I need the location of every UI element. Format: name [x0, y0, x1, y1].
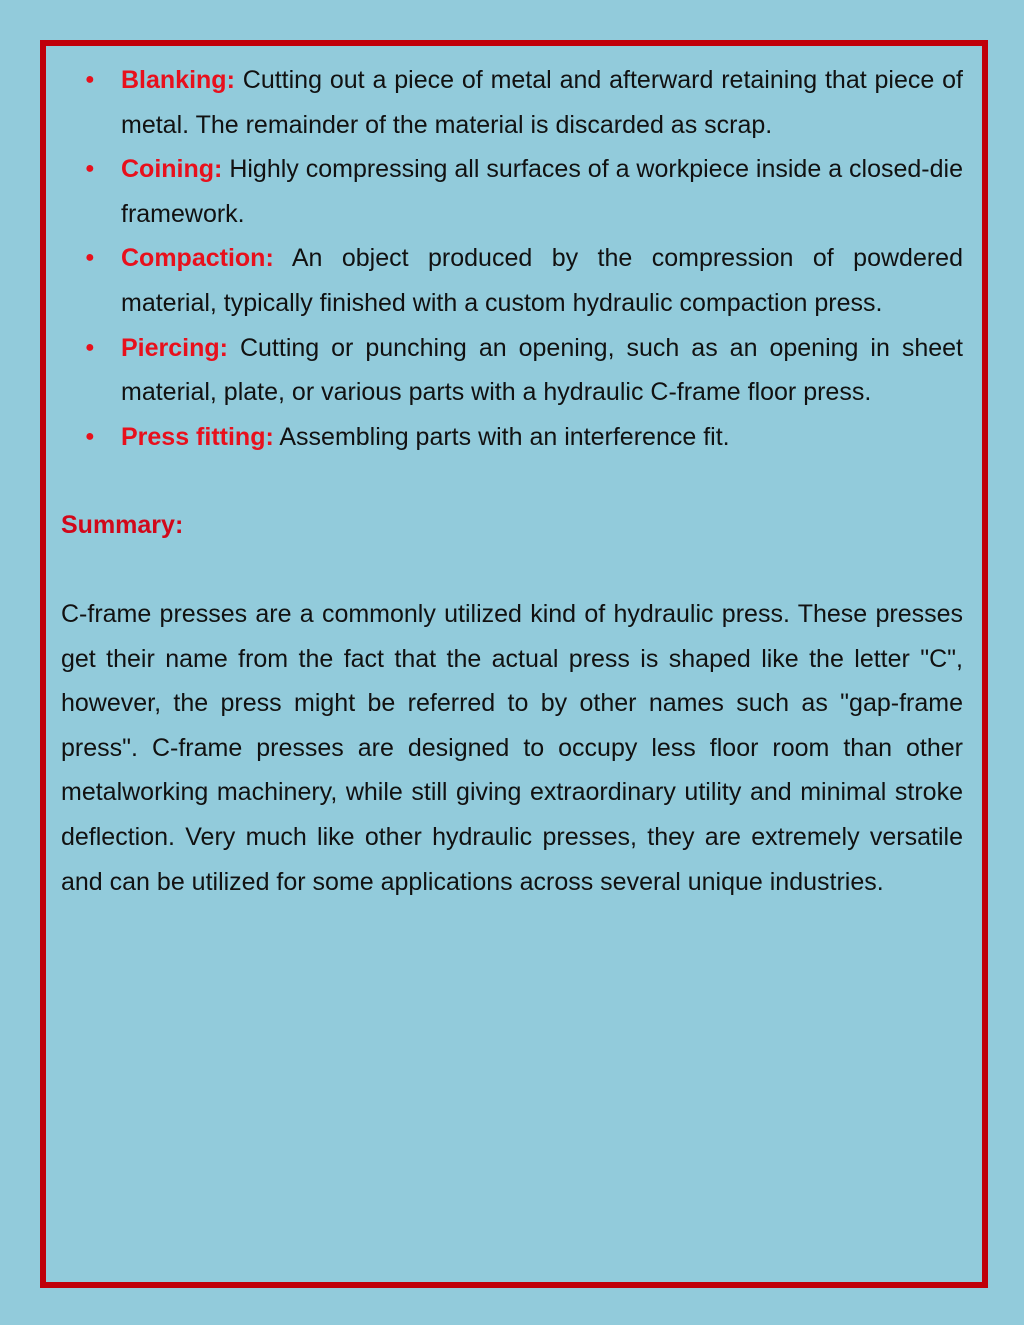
term-description: An object produced by the compression of powdered material, typically finished with a custom hydraulic compaction press.	[121, 244, 963, 317]
term-description: Cutting or punching an opening, such as an opening in sheet material, plate, or various parts with a hydraulic C-frame floor press.	[121, 333, 963, 407]
term-label: Press fitting:	[121, 422, 274, 451]
term-label: Coining:	[121, 155, 223, 184]
term-description: Highly compressing all surfaces of a workpiece inside a closed-die framework.	[121, 155, 963, 228]
list-item-blanking	[61, 58, 963, 147]
term-description: Cutting out a piece of metal and afterward retaining that piece of metal. The remainder of the material is discarded as scrap.	[121, 66, 964, 139]
list-item-press-fitting	[61, 415, 963, 460]
document-content	[61, 58, 963, 904]
summary-paragraph: C-frame presses are a commonly utilized kind of hydraulic press. These presses get their name from the fact that the actual press is shaped like the letter "C", however, the press might be referred to by other names such as "gap-frame press". C-frame presses are designed to occupy less floor room than other metalworking machinery, while still giving extraordinary utility and minimal stroke deflection. Very much like other hydraulic presses, they are extremely versatile and can be utilized for some applications across several unique industries.	[61, 599, 963, 896]
bullet-icon: ●	[85, 71, 95, 88]
term-label: Blanking:	[121, 66, 235, 94]
bullet-icon: ●	[85, 160, 95, 178]
bullet-icon: ●	[85, 427, 95, 445]
term-description: Assembling parts with an interference fit.	[279, 422, 730, 451]
term-label: Piercing:	[121, 333, 228, 362]
definition-list	[61, 58, 963, 459]
summary-heading: Summary:	[61, 511, 184, 540]
list-item-piercing	[61, 326, 963, 415]
list-item-coining	[61, 147, 963, 236]
term-label: Compaction:	[121, 244, 274, 273]
list-item-compaction	[61, 236, 963, 325]
bullet-icon: ●	[85, 338, 95, 356]
bullet-icon: ●	[85, 249, 95, 267]
